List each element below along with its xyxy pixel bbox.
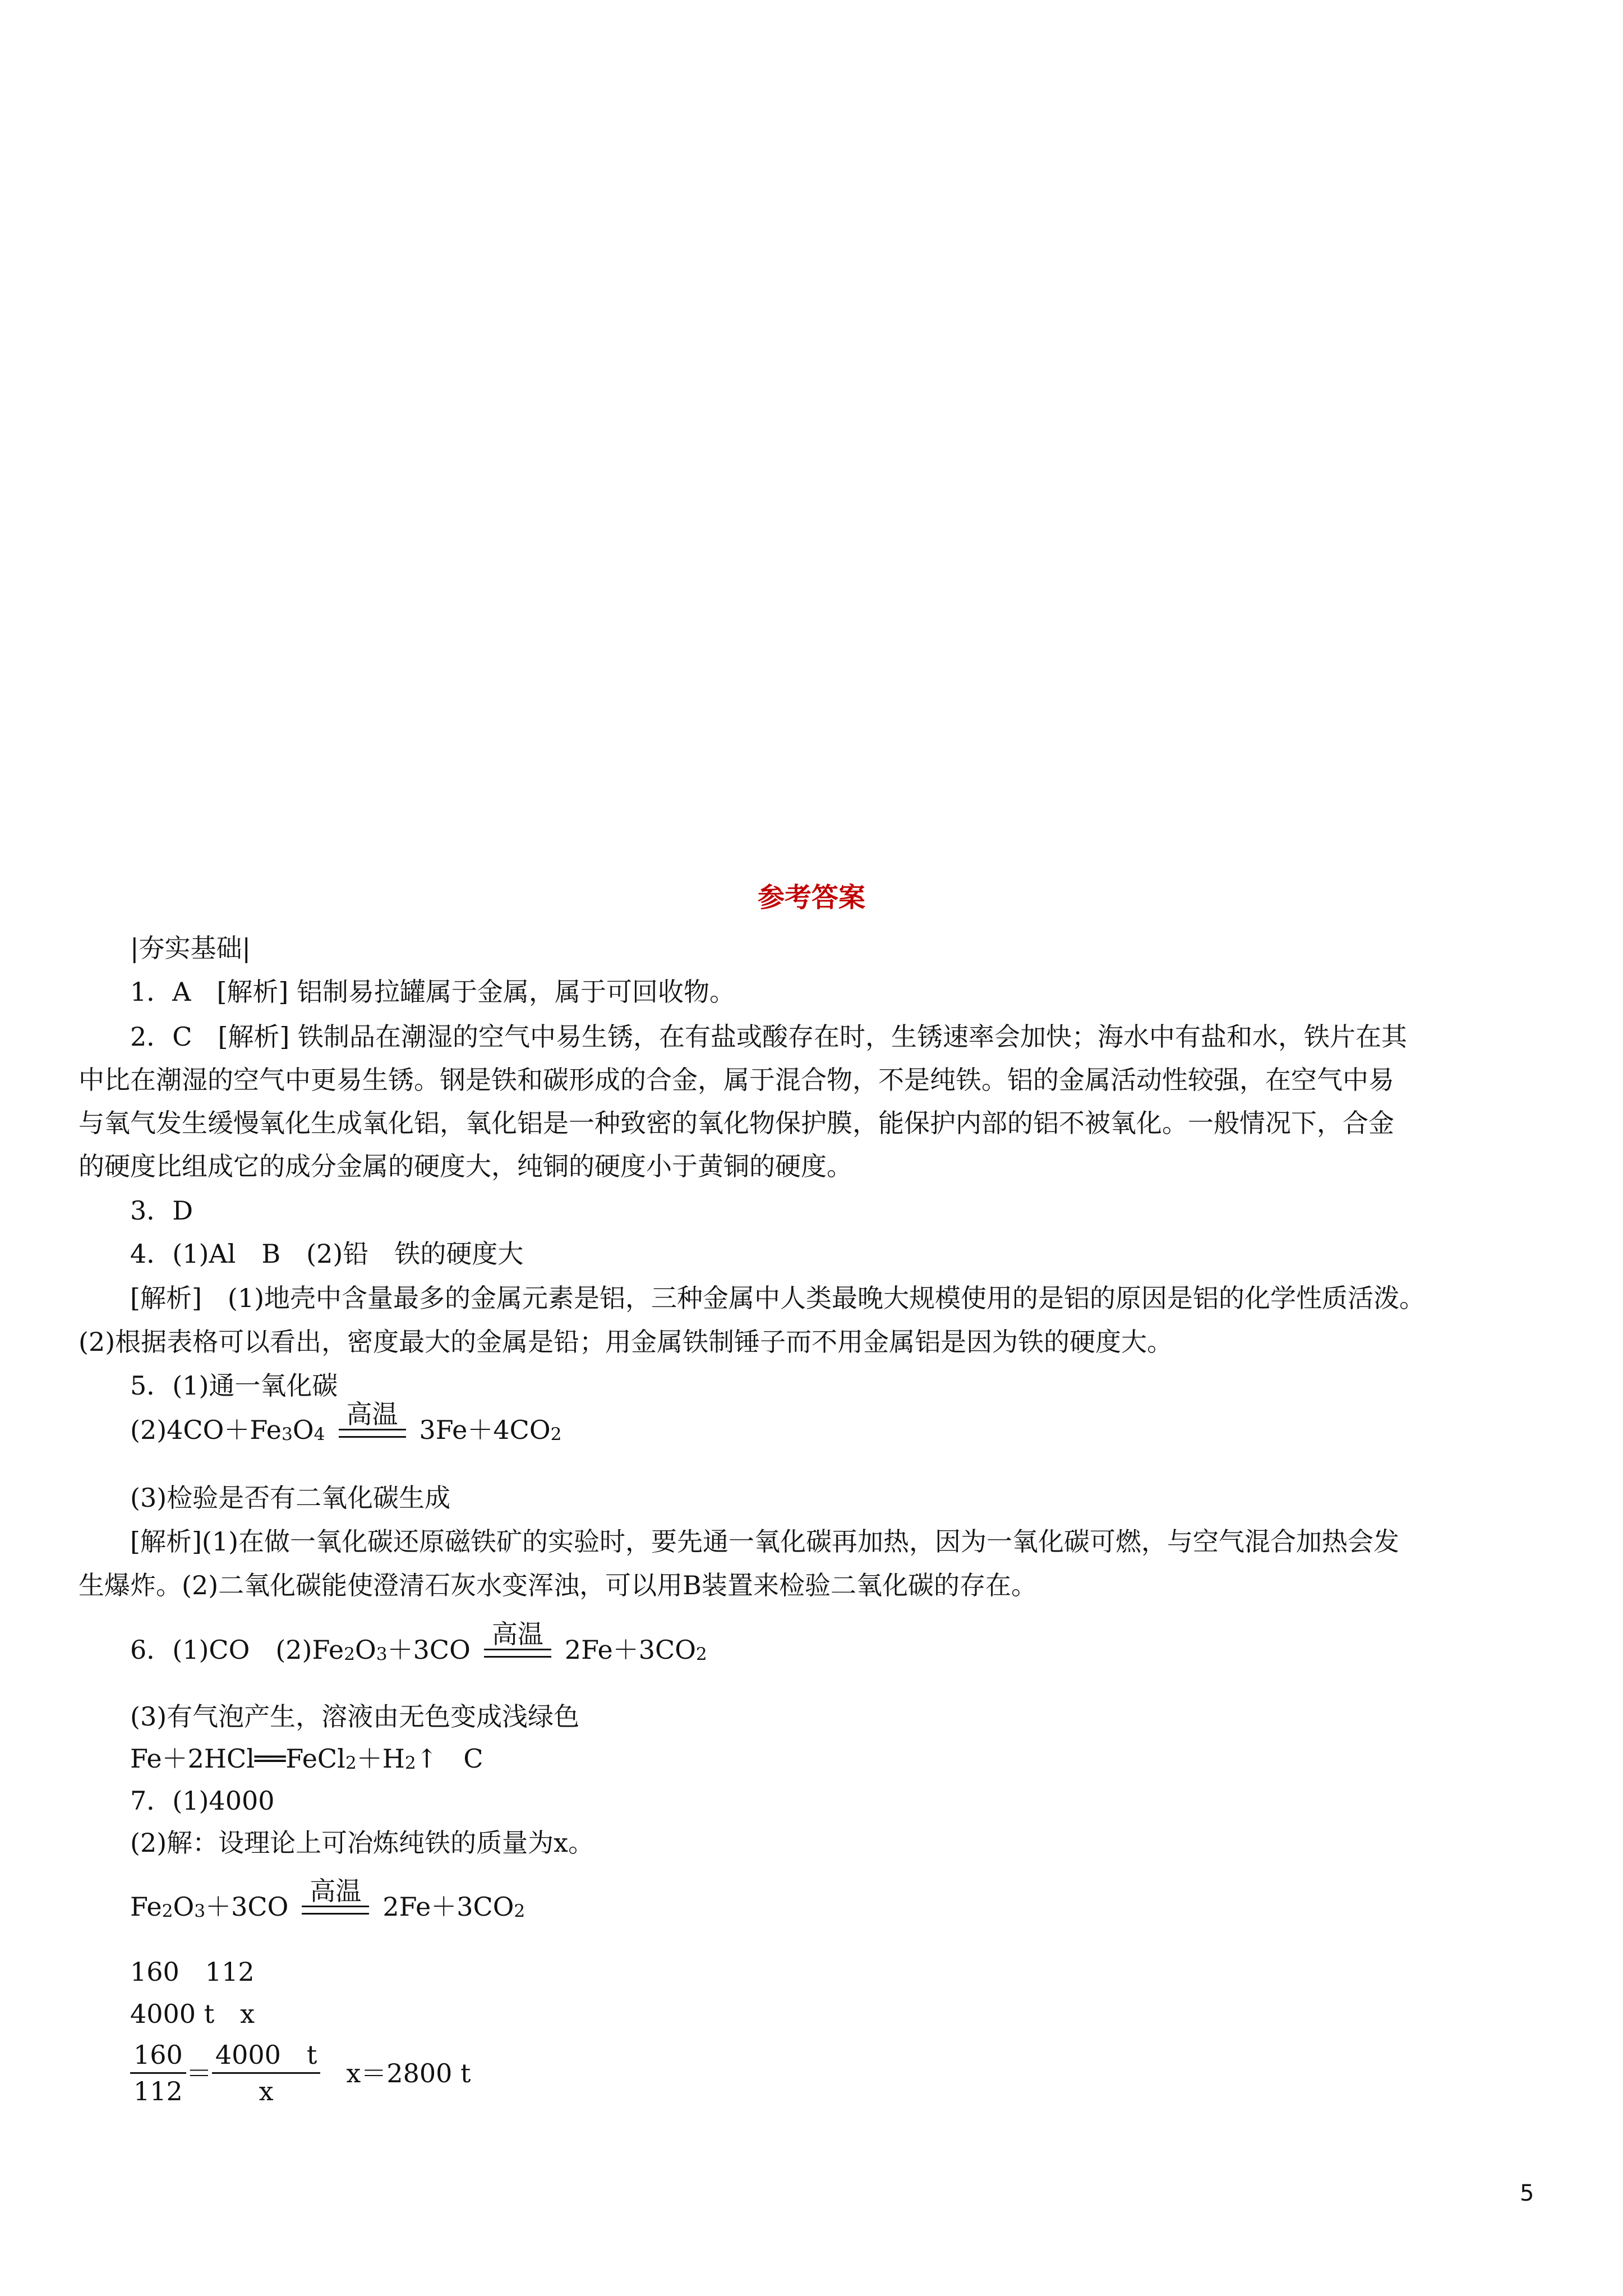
answer-q2-line2: 中比在潮湿的空气中更易生锈。钢是铁和碳形成的合金，属于混合物，不是纯铁。铝的金属活动性较强，在空气中易 (79, 1065, 1394, 1095)
page-number: 5 (1520, 2180, 1534, 2206)
reaction-condition: 高温 (339, 1400, 406, 1447)
answer-q5-analysis-line2: 生爆炸。(2)二氧化碳能使澄清石灰水变浑浊，可以用B装置来检验二氧化碳的存在。 (79, 1570, 1037, 1600)
fraction-left: $\frac{160}{112}$ (130, 2037, 186, 2109)
answer-q1: 1．A [解析] 铝制易拉罐属于金属，属于可回收物。 (130, 977, 736, 1007)
answer-q7-part2: (2)解：设理论上可冶炼纯铁的质量为x。 (130, 1828, 594, 1858)
answer-q4-analysis-line2: (2)根据表格可以看出，密度最大的金属是铅；用金属铁制锤子而不用金属铝是因为铁的硬度大。 (79, 1327, 1173, 1357)
equation-q5: (2)4CO＋Fe 3 O 4 高温 3Fe＋4CO 2 (130, 1400, 561, 1447)
answer-q6-part3: (3)有气泡产生，溶液由无色变成浅绿色 (130, 1701, 580, 1732)
fraction-right: $\frac{4000 t}{x}$ (212, 2037, 321, 2109)
answer-q2-line3: 与氧气发生缓慢氧化生成氧化铝，氧化铝是一种致密的氧化物保护膜，能保护内部的铝不被氧化。一般情况下，合金 (79, 1108, 1394, 1138)
section-heading: |夯实基础| (130, 933, 251, 963)
reaction-condition: 高温 (484, 1619, 551, 1667)
proportion-equation: $\frac{160}{112}$ ＝ $\frac{4000 t}{x}$ x＝2800 t (130, 2037, 471, 2109)
answer-q5-analysis-line1: [解析](1)在做一氧化碳还原磁铁矿的实验时，要先通一氧化碳再加热，因为一氧化碳可燃，与空气混合加热会发 (130, 1526, 1400, 1557)
mass-ratio-line: 160 112 (130, 1957, 255, 1987)
equation-q6-iron-hcl: Fe＋2HCl ══ FeCl 2 ＋H 2 ↑ C (130, 1743, 483, 1774)
answer-q5-part3: (3)检验是否有二氧化碳生成 (130, 1483, 451, 1513)
mass-ratio-values: 4000 t x (130, 1999, 255, 2029)
answer-q7-part1: 7．(1)4000 (130, 1786, 275, 1816)
equation-q7: Fe 2 O 3 ＋3CO 高温 2Fe＋3CO 2 (130, 1876, 525, 1924)
final-answer: x＝2800 t (346, 2058, 471, 2088)
answer-q3: 3．D (130, 1195, 193, 1226)
answer-q2-line4: 的硬度比组成它的成分金属的硬度大，纯铜的硬度小于黄铜的硬度。 (79, 1151, 852, 1181)
answer-q4-analysis-line1: [解析] (1)地壳中含量最多的金属元素是铝，三种金属中人类最晚大规模使用的是铝的原因是铝的化学性质活泼。 (130, 1283, 1426, 1313)
answer-q2-line1: 2．C [解析] 铁制品在潮湿的空气中易生锈，在有盐或酸存在时，生锈速率会加快；海水中有盐和水，铁片在其 (130, 1022, 1407, 1052)
answer-q5-part1: 5．(1)通一氧化碳 (130, 1370, 338, 1401)
equation-q6: 6．(1)CO (2)Fe 2 O 3 ＋3CO 高温 2Fe＋3CO 2 (130, 1619, 707, 1667)
answer-q4: 4．(1)Al B (2)铅 铁的硬度大 (130, 1239, 524, 1269)
reaction-condition: 高温 (302, 1876, 369, 1924)
page-title: 参考答案 (757, 882, 865, 913)
